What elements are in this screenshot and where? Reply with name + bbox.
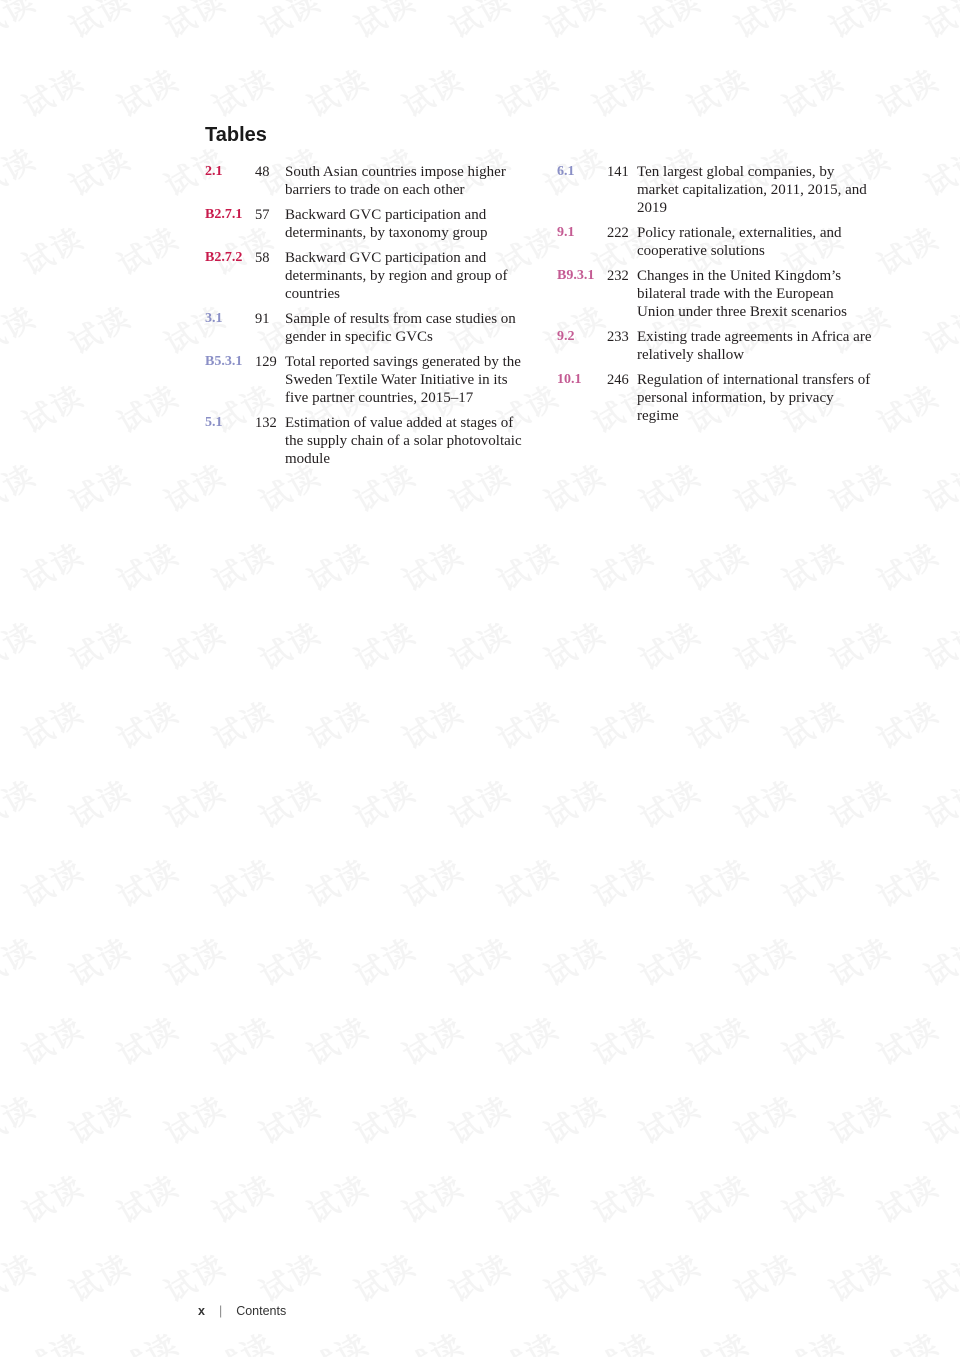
watermark-text <box>60 1241 137 1311</box>
watermark-text <box>868 688 945 758</box>
watermark-text <box>298 530 375 600</box>
watermark-text <box>250 1241 327 1311</box>
watermark-text <box>725 925 802 995</box>
watermark-text <box>0 135 43 205</box>
watermark-text <box>868 1004 945 1074</box>
watermark-text <box>393 56 470 126</box>
table-title: Ten largest global companies, by market capitalization, 2011, 2015, and 2019 <box>637 164 867 216</box>
watermark-text <box>203 846 280 916</box>
table-list-entry[interactable] <box>205 249 525 303</box>
watermark-text <box>678 1320 755 1357</box>
watermark-text <box>488 56 565 126</box>
watermark-text <box>915 767 960 837</box>
watermark-text <box>60 451 137 521</box>
watermark-text <box>773 688 850 758</box>
watermark-text <box>155 925 232 995</box>
table-number: 3.1 <box>205 311 223 326</box>
page-number: 57 <box>255 207 270 223</box>
watermark-text <box>108 56 185 126</box>
table-title: Sample of results from case studies on gender in specific GVCs <box>285 311 516 345</box>
watermark-text <box>535 451 612 521</box>
watermark-text <box>678 846 755 916</box>
watermark-text <box>630 925 707 995</box>
watermark-text <box>393 1004 470 1074</box>
watermark-text <box>393 688 470 758</box>
watermark-text <box>13 56 90 126</box>
table-number: B2.7.2 <box>205 250 243 265</box>
watermark-text <box>108 1004 185 1074</box>
watermark-text <box>583 688 660 758</box>
page-footer <box>198 1304 286 1318</box>
watermark-text <box>155 1083 232 1153</box>
watermark-text <box>915 135 960 205</box>
watermark-text <box>488 688 565 758</box>
watermark-text <box>725 1241 802 1311</box>
watermark-text <box>60 0 137 47</box>
watermark-text <box>298 1004 375 1074</box>
table-number: B9.3.1 <box>557 268 595 283</box>
watermark-text <box>868 1320 945 1357</box>
watermark-text <box>345 1083 422 1153</box>
watermark-text <box>13 1320 90 1357</box>
table-list-entry[interactable] <box>557 224 872 260</box>
watermark-text <box>678 688 755 758</box>
watermark-text <box>13 214 90 284</box>
table-list-entry[interactable] <box>205 163 525 199</box>
table-title: Backward GVC participation and determinants, by region and group of countries <box>285 250 508 302</box>
page-number: 233 <box>607 329 629 345</box>
watermark-text <box>535 1083 612 1153</box>
page-number: 48 <box>255 164 270 180</box>
watermark-text <box>155 609 232 679</box>
watermark-text <box>630 767 707 837</box>
watermark-text <box>13 846 90 916</box>
watermark-text <box>250 1083 327 1153</box>
page-number: 132 <box>255 415 277 431</box>
watermark-text <box>678 56 755 126</box>
watermark-text <box>488 1004 565 1074</box>
watermark-text <box>773 846 850 916</box>
watermark-text <box>725 609 802 679</box>
watermark-text <box>868 1162 945 1232</box>
watermark-text <box>868 372 945 442</box>
table-number: 9.1 <box>557 225 575 240</box>
watermark-text <box>725 451 802 521</box>
watermark-text <box>488 530 565 600</box>
watermark-text <box>60 1083 137 1153</box>
table-number: B2.7.1 <box>205 207 243 222</box>
watermark-text <box>345 767 422 837</box>
watermark-text <box>725 0 802 47</box>
watermark-text <box>535 0 612 47</box>
tables-list-right <box>557 163 872 432</box>
watermark-text <box>108 688 185 758</box>
watermark-text <box>725 767 802 837</box>
footer-label: Contents <box>236 1304 287 1318</box>
watermark-text <box>773 1162 850 1232</box>
watermark-text <box>298 1320 375 1357</box>
watermark-text <box>820 451 897 521</box>
watermark-text <box>773 530 850 600</box>
section-title: Tables <box>205 124 267 146</box>
watermark-text <box>440 1083 517 1153</box>
watermark-text <box>0 925 43 995</box>
watermark-text <box>250 609 327 679</box>
table-list-entry[interactable] <box>557 328 872 364</box>
watermark-text <box>535 1241 612 1311</box>
watermark-text <box>820 1083 897 1153</box>
page-number: 141 <box>607 164 629 180</box>
watermark-text <box>155 0 232 47</box>
watermark-text <box>108 846 185 916</box>
watermark-text <box>0 767 43 837</box>
table-number: 9.2 <box>557 329 575 344</box>
watermark-text <box>915 1241 960 1311</box>
watermark-text <box>535 609 612 679</box>
watermark-text <box>203 1162 280 1232</box>
table-number: B5.3.1 <box>205 354 243 369</box>
page-number: 222 <box>607 225 629 241</box>
watermark-text <box>250 767 327 837</box>
watermark-text <box>13 372 90 442</box>
watermark-text <box>583 1004 660 1074</box>
watermark-text <box>250 0 327 47</box>
watermark-text <box>0 0 43 47</box>
watermark-text <box>298 688 375 758</box>
watermark-text <box>868 846 945 916</box>
watermark-text <box>535 925 612 995</box>
watermark-text <box>440 1241 517 1311</box>
watermark-text <box>630 451 707 521</box>
table-title: Changes in the United Kingdom’s bilateral trade with the European Union under three Brexit scenarios <box>637 268 847 320</box>
table-title: Existing trade agreements in Africa are relatively shallow <box>637 329 872 363</box>
watermark-text <box>915 609 960 679</box>
watermark-text <box>773 56 850 126</box>
watermark-text <box>915 925 960 995</box>
watermark-text <box>773 1004 850 1074</box>
watermark-text <box>345 1241 422 1311</box>
watermark-text <box>108 530 185 600</box>
watermark-text <box>915 0 960 47</box>
watermark-text <box>820 767 897 837</box>
watermark-text <box>820 925 897 995</box>
watermark-text <box>60 609 137 679</box>
watermark-text <box>678 1162 755 1232</box>
watermark-text <box>678 1004 755 1074</box>
watermark-text <box>583 530 660 600</box>
table-title: South Asian countries impose higher barriers to trade on each other <box>285 164 506 198</box>
watermark-text <box>678 530 755 600</box>
watermark-text <box>0 1241 43 1311</box>
watermark-text <box>203 1004 280 1074</box>
watermark-text <box>203 688 280 758</box>
watermark-text <box>440 767 517 837</box>
watermark-text <box>915 1083 960 1153</box>
table-number: 10.1 <box>557 372 582 387</box>
watermark-text <box>820 1241 897 1311</box>
watermark-text <box>773 1320 850 1357</box>
watermark-text <box>915 451 960 521</box>
watermark-text <box>108 214 185 284</box>
watermark-text <box>345 0 422 47</box>
page-number: 246 <box>607 372 629 388</box>
watermark-text <box>583 56 660 126</box>
watermark-text <box>915 293 960 363</box>
watermark-text <box>60 925 137 995</box>
watermark-text <box>725 1083 802 1153</box>
watermark-text <box>0 293 43 363</box>
watermark-text <box>108 1320 185 1357</box>
page-number: 58 <box>255 250 270 266</box>
table-list-entry[interactable] <box>557 267 872 321</box>
watermark-text <box>630 0 707 47</box>
watermark-text <box>393 530 470 600</box>
table-number: 5.1 <box>205 415 223 430</box>
watermark-text <box>630 1241 707 1311</box>
watermark-text <box>203 530 280 600</box>
tables-list-left <box>205 163 525 475</box>
watermark-text <box>440 609 517 679</box>
watermark-text <box>0 1083 43 1153</box>
watermark-text <box>488 1162 565 1232</box>
watermark-text <box>155 1241 232 1311</box>
watermark-text <box>393 846 470 916</box>
watermark-text <box>108 1162 185 1232</box>
watermark-text <box>13 1004 90 1074</box>
watermark-text <box>60 767 137 837</box>
watermark-text <box>0 609 43 679</box>
watermark-text <box>583 846 660 916</box>
page-number: 232 <box>607 268 629 284</box>
watermark-text <box>868 530 945 600</box>
watermark-text <box>630 1083 707 1153</box>
watermark-text <box>13 688 90 758</box>
table-list-entry[interactable] <box>205 353 525 407</box>
table-title: Policy rationale, externalities, and cooperative solutions <box>637 225 842 259</box>
table-list-entry[interactable] <box>557 371 872 425</box>
watermark-text <box>13 1162 90 1232</box>
watermark-text <box>13 530 90 600</box>
table-number: 2.1 <box>205 164 223 179</box>
watermark-text <box>60 293 137 363</box>
table-list-entry[interactable] <box>205 206 525 242</box>
footer-separator: | <box>218 1304 223 1318</box>
watermark-text <box>155 767 232 837</box>
page-number: 91 <box>255 311 270 327</box>
watermark-text <box>488 846 565 916</box>
page-number: 129 <box>255 354 277 370</box>
table-list-entry[interactable] <box>557 163 872 217</box>
watermark-text <box>203 1320 280 1357</box>
watermark-text <box>488 1320 565 1357</box>
table-title: Estimation of value added at stages of the supply chain of a solar photovoltaic module <box>285 415 522 467</box>
page-folio: x <box>198 1304 205 1318</box>
watermark-text <box>298 846 375 916</box>
watermark-text <box>108 372 185 442</box>
watermark-text <box>0 451 43 521</box>
watermark-text <box>440 925 517 995</box>
watermark-text <box>440 0 517 47</box>
table-list-entry[interactable] <box>205 310 525 346</box>
watermark-text <box>298 56 375 126</box>
watermark-text <box>345 925 422 995</box>
table-title: Total reported savings generated by the Sweden Textile Water Initiative in its five partner countries, 2015–17 <box>285 354 521 406</box>
watermark-text <box>868 214 945 284</box>
watermark-text <box>868 56 945 126</box>
table-title: Backward GVC participation and determinants, by taxonomy group <box>285 207 488 241</box>
watermark-text <box>583 1162 660 1232</box>
watermark-text <box>393 1320 470 1357</box>
table-list-entry[interactable] <box>205 414 525 468</box>
watermark-text <box>345 609 422 679</box>
table-number: 6.1 <box>557 164 575 179</box>
watermark-text <box>535 767 612 837</box>
watermark-text <box>583 1320 660 1357</box>
watermark-text <box>630 609 707 679</box>
watermark-text <box>393 1162 470 1232</box>
watermark-text <box>820 609 897 679</box>
watermark-text <box>298 1162 375 1232</box>
table-title: Regulation of international transfers of personal information, by privacy regime <box>637 372 871 424</box>
watermark-text <box>820 0 897 47</box>
watermark-text <box>203 56 280 126</box>
watermark-text <box>250 925 327 995</box>
watermark-text <box>60 135 137 205</box>
